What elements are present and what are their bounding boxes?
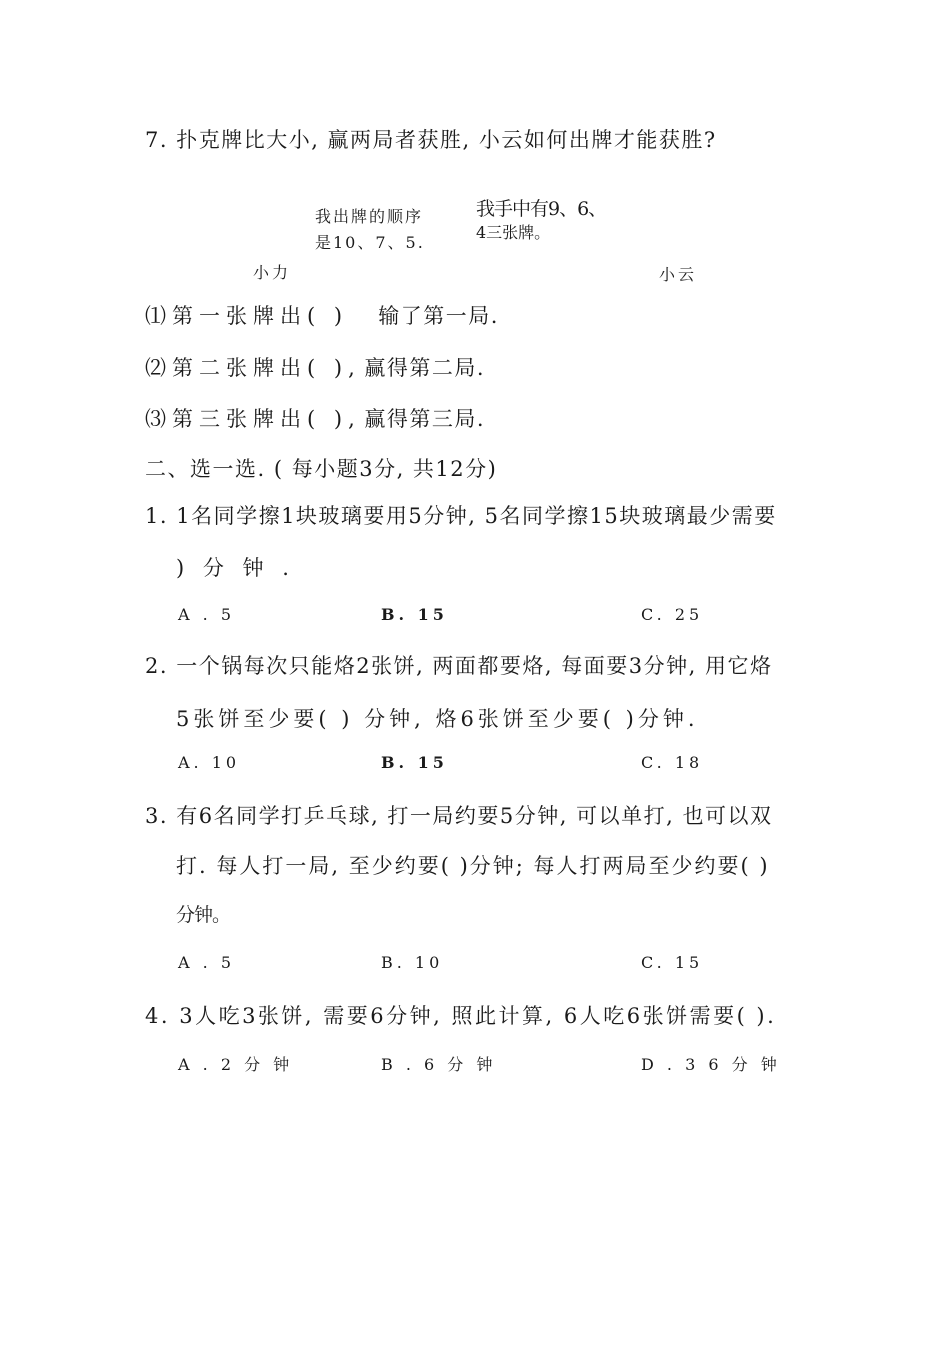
question-3-line3: 分钟。 <box>176 904 231 926</box>
question-1-option-b: B. 15 <box>381 605 448 624</box>
name-xiaoli: 小力 <box>253 263 292 282</box>
question-1-option-c: C. 25 <box>641 605 704 624</box>
question-2-option-c: C. 18 <box>641 753 704 772</box>
bubble-left-line2: 是10、7、5. <box>315 233 425 252</box>
question-3-option-c: C. 15 <box>641 953 704 972</box>
q7-sub2-prefix: ⑵第二张牌出( ) <box>145 356 349 380</box>
bubble-left <box>315 204 425 256</box>
q7-sub3-prefix: ⑶第三张牌出( ) <box>145 407 349 431</box>
question-1-line2: ) 分 钟 . <box>176 556 295 580</box>
name-xiaoyun: 小云 <box>659 265 698 284</box>
question-1-option-a: A . 5 <box>178 605 235 624</box>
question-4-option-b: B . 6 分 钟 <box>381 1055 497 1074</box>
bubble-right-line1: 我手中有9、6、 <box>476 198 607 220</box>
question-3-option-a: A . 5 <box>178 953 235 972</box>
question-3-line2: 打. 每人打一局, 至少约要( )分钟; 每人打两局至少约要( ) <box>176 854 770 878</box>
question-4-line1: 4. 3人吃3张饼, 需要6分钟, 照此计算, 6人吃6张饼需要( ). <box>145 1004 777 1028</box>
question-4-option-a: A . 2 分 钟 <box>178 1055 294 1074</box>
q7-title: 7. 扑克牌比大小, 赢两局者获胜, 小云如何出牌才能获胜? <box>145 128 717 152</box>
q7-sub2 <box>145 352 485 382</box>
bubble-right <box>476 197 606 245</box>
question-2-option-a: A. 10 <box>178 753 241 772</box>
question-2-line1: 2. 一个锅每次只能烙2张饼, 两面都要烙, 每面要3分钟, 用它烙 <box>145 654 773 678</box>
bubble-left-line1: 我出牌的顺序 <box>315 207 424 226</box>
q7-sub3 <box>145 403 485 433</box>
bubble-right-line2: 4三张牌。 <box>476 223 551 242</box>
question-3-option-b: B. 10 <box>381 953 444 972</box>
question-4-option-d: D . 3 6 分 钟 <box>641 1055 781 1074</box>
q7-sub3-suffix: , 赢得第三局. <box>348 407 486 431</box>
question-2-line2: 5张饼至少要( ) 分钟, 烙6张饼至少要( )分钟. <box>176 707 699 731</box>
section2-heading: 二、选一选. ( 每小题3分, 共12分) <box>145 457 498 481</box>
q7-sub1 <box>145 300 499 330</box>
q7-sub1-prefix: ⑴第一张牌出( ) <box>145 304 349 328</box>
question-3-line1: 3. 有6名同学打乒乓球, 打一局约要5分钟, 可以单打, 也可以双 <box>145 804 773 828</box>
q7-sub2-suffix: , 赢得第二局. <box>348 356 486 380</box>
question-1-line1: 1. 1名同学擦1块玻璃要用5分钟, 5名同学擦15块玻璃最少需要 <box>145 504 777 528</box>
question-2-option-b: B. 15 <box>381 753 448 772</box>
q7-sub1-suffix: 输了第一局. <box>378 304 499 328</box>
